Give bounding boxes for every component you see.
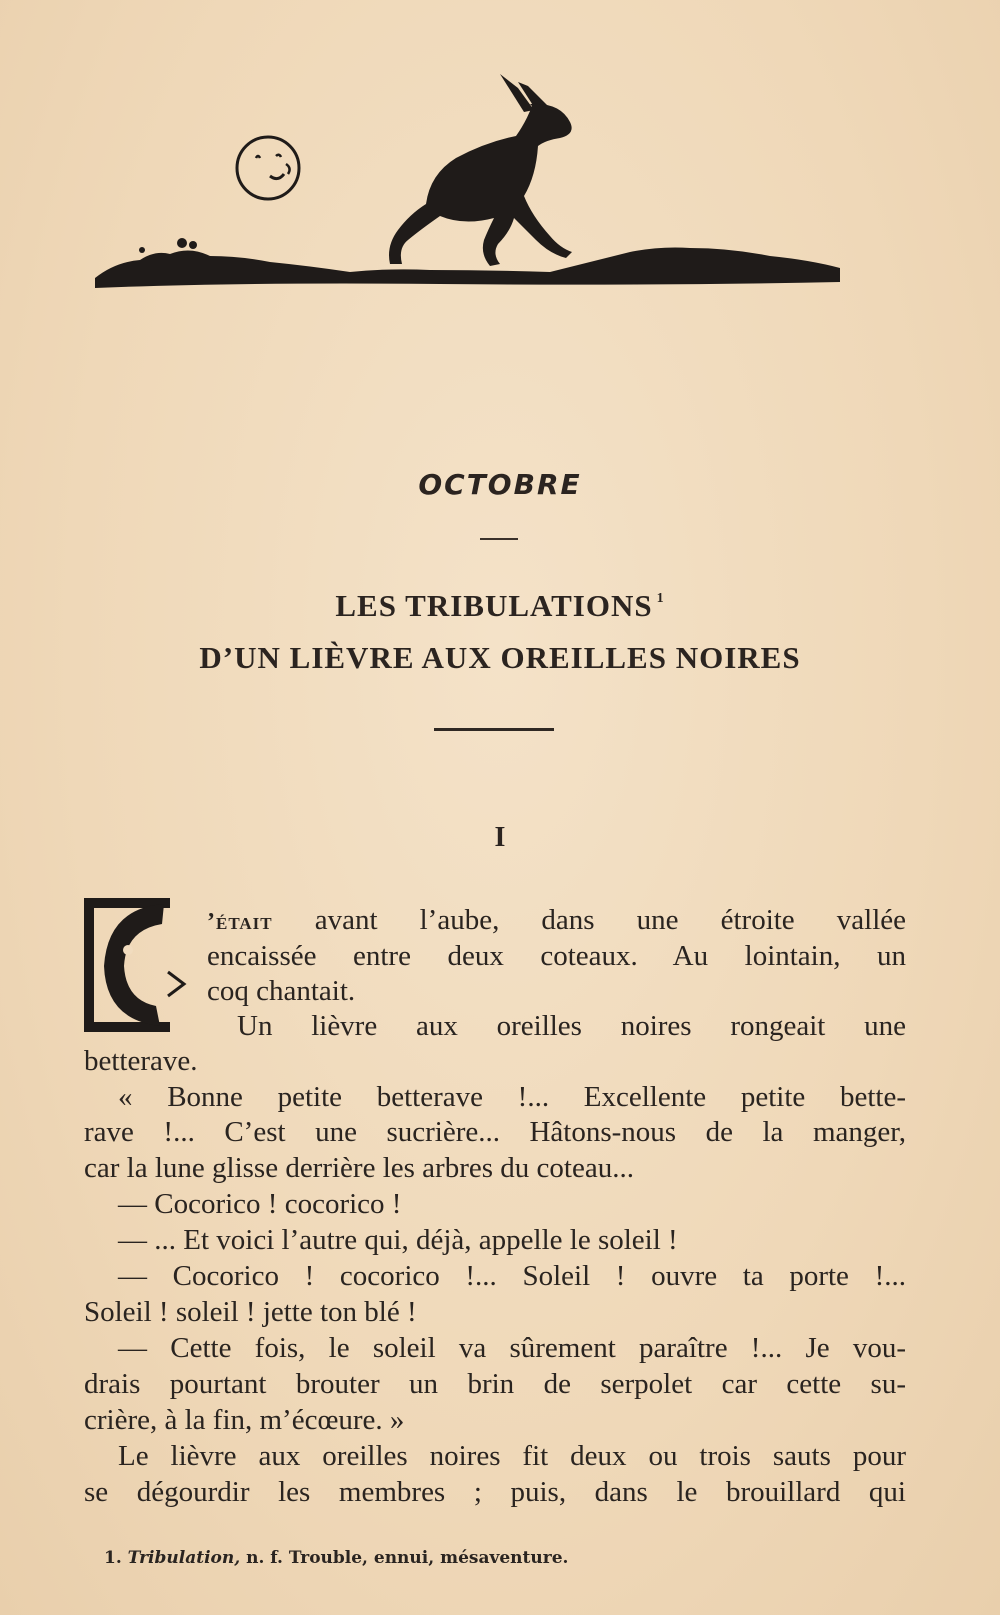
text-line: ’était avant l’aube, dans une étroite vallée — [207, 904, 906, 936]
moon-face-icon — [237, 137, 299, 199]
chapter-title-line-2: D’UN LIÈVRE AUX OREILLES NOIRES — [199, 640, 801, 675]
footnote — [104, 1548, 568, 1568]
text-line: — Cocorico ! cocorico ! — [118, 1188, 402, 1220]
landscape-silhouette — [95, 238, 840, 288]
chapter-title-line-1 — [0, 588, 1000, 624]
text-line: Soleil ! soleil ! jette ton blé ! — [84, 1296, 417, 1328]
divider-dash — [480, 538, 518, 540]
text-line: coq chantait. — [207, 975, 356, 1007]
title-text: LES TRIBULATIONS — [335, 588, 653, 623]
text-line: se dégourdir les membres ; puis, dans le brouillard qui — [84, 1476, 906, 1508]
text-line: — ... Et voici l’autre qui, déjà, appelle le soleil ! — [118, 1224, 678, 1256]
text-line: Le lièvre aux oreilles noires fit deux ou trois sauts pour — [118, 1440, 906, 1472]
text-line: betterave. — [84, 1045, 198, 1077]
text-line: — Cocorico ! cocorico !... Soleil ! ouvre ta porte !... — [118, 1260, 906, 1292]
text-line: rave !... C’est une sucrière... Hâtons-nous de la manger, — [84, 1116, 906, 1148]
footnote-reference: 1 — [656, 591, 665, 606]
footnote-term: Tribulation, — [127, 1548, 241, 1568]
footnote-definition: n. f. Trouble, ennui, mésaventure. — [246, 1548, 569, 1568]
month-heading: OCTOBRE — [418, 468, 582, 501]
footnote-number: 1. — [104, 1548, 122, 1568]
hare-at-dawn-illustration — [90, 60, 890, 320]
chapter-number: I — [494, 822, 506, 853]
opening-smallcaps: ’était — [207, 909, 273, 935]
text-line: « Bonne petite betterave !... Excellente petite bette- — [118, 1081, 906, 1113]
text-line: Un lièvre aux oreilles noires rongeait une — [237, 1010, 906, 1042]
text-line: car la lune glisse derrière les arbres du coteau... — [84, 1152, 634, 1184]
text-line: encaissée entre deux coteaux. Au lointain, un — [207, 940, 906, 972]
text-line: drais pourtant brouter un brin de serpolet car cette su- — [84, 1368, 906, 1400]
text-line: — Cette fois, le soleil va sûrement paraître !... Je vou- — [118, 1332, 906, 1364]
dropcap-letter — [84, 898, 192, 1032]
text-line: crière, à la fin, m’écœure. » — [84, 1404, 405, 1436]
hare-silhouette — [389, 74, 572, 266]
divider-rule — [434, 728, 554, 731]
